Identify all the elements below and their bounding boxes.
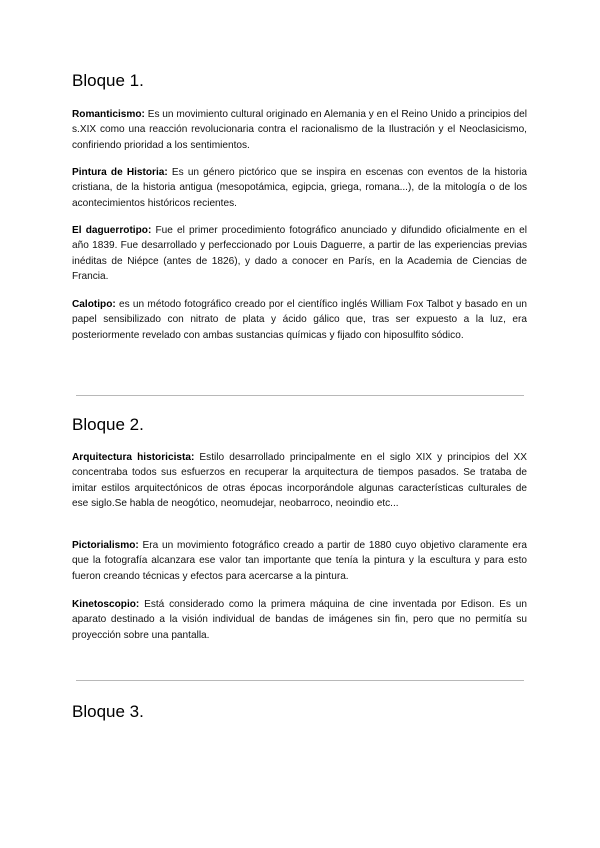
section-divider: [76, 680, 524, 681]
entry-pictorialismo: [72, 538, 527, 584]
entry-term: Calotipo:: [72, 299, 116, 310]
entry-calotipo: [72, 297, 527, 343]
section-divider: [76, 395, 524, 396]
entry-term: Arquitectura historicista:: [72, 452, 195, 463]
entry-term: El daguerrotipo:: [72, 225, 152, 236]
entry-definition: Es un género pictórico que se inspira en escenas con eventos de la historia cristiana, de la historia antigua (mesopotámica, egipcia, griega, romana...), de la mitología o de los acontecimientos históricos recientes.: [72, 167, 527, 209]
entry-kinetoscopio: [72, 597, 527, 643]
entry-term: Kinetoscopio:: [72, 599, 140, 610]
entry-daguerrotipo: [72, 223, 527, 285]
entry-definition: Es un movimiento cultural originado en Alemania y en el Reino Unido a principios del s.XIX como una reacción revolucionaria contra el racionalismo de la Ilustración y el Neoclasicismo, confiriendo prioridad a los sentimientos.: [72, 109, 528, 151]
block-3-heading: Bloque 3.: [72, 702, 144, 721]
entry-term: Pintura de Historia:: [72, 167, 168, 178]
entry-term: Romanticismo:: [72, 109, 145, 120]
entry-definition: Está considerado como la primera máquina de cine inventada por Edison. Es un aparato destinado a la visión individual de bandas de imágenes sin fin, pero que no permitía su proyección sobre una pantalla.: [72, 599, 527, 641]
block-2-heading: Bloque 2.: [72, 415, 144, 434]
entry-definition: Era un movimiento fotográfico creado a partir de 1880 cuyo objetivo claramente era que la fotografía alcanzara ese valor tan importante que tenía la pintura y la escultura y para esto fueron creando técnicas y efectos para acercarse a la pintura.: [72, 540, 527, 582]
entry-pintura-de-historia: [72, 165, 527, 211]
block-1-heading: Bloque 1.: [72, 71, 144, 90]
entry-definition: Fue el primer procedimiento fotográfico anunciado y difundido oficialmente en el año 1839. Fue desarrollado y perfeccionado por Louis Daguerre, a partir de las experiencias previas inéditas de Niépce (antes de 1826), y dado a conocer en París, en la Academia de Ciencias de Francia.: [72, 225, 528, 283]
entry-arquitectura-historicista: [72, 450, 527, 512]
entry-definition: es un método fotográfico creado por el científico inglés William Fox Talbot y basado en un papel sensibilizado con nitrato de plata y ácido gálico que, tras ser expuesto a la luz, era posteriormente revelado con ambas sustancias químicas y fijado con hiposulfito sódico.: [72, 299, 527, 341]
entry-romanticismo: [72, 107, 527, 153]
entry-term: Pictorialismo:: [72, 540, 139, 551]
entry-definition: Estilo desarrollado principalmente en el siglo XIX y principios del XX concentraba todos sus esfuerzos en recuperar la arquitectura de tiempos pasados. Se trataba de imitar estilos arquitectónicos de otras épocas incorporándole algunas características culturales de ese siglo.Se habla de neogótico, neomudejar, neobarroco, neoindio etc...: [72, 452, 527, 510]
